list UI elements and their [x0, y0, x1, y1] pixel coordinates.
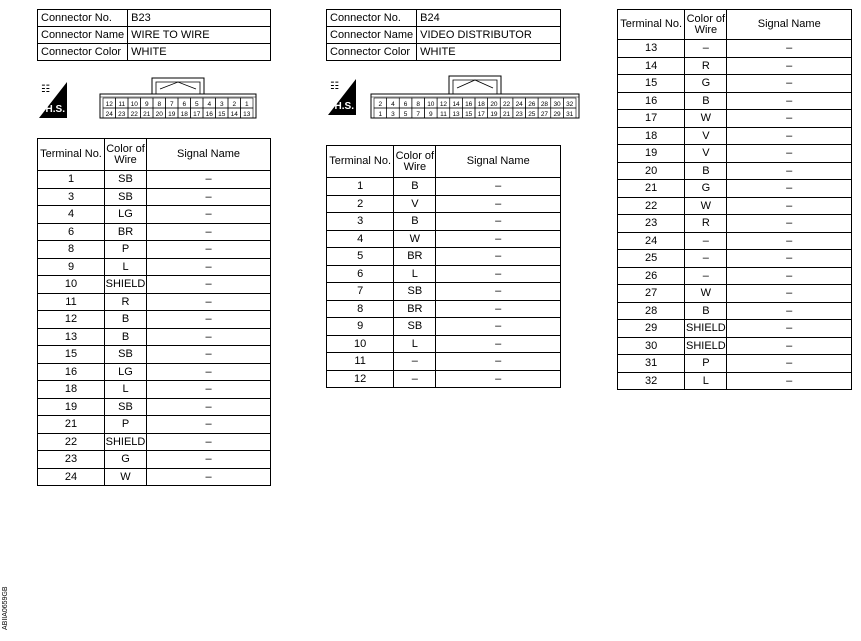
b24-pin-top-label: 26: [528, 101, 536, 108]
b24-pin-bottom-label: 11: [440, 111, 447, 118]
terminal-cell: 31: [618, 355, 685, 373]
b24-terminal-row: [327, 195, 561, 213]
b24-pin-top-label: 8: [416, 101, 420, 108]
terminal-cell: 7: [327, 283, 394, 301]
b23-connector-name-value: WIRE TO WIRE: [128, 27, 271, 44]
terminal-cell: 4: [327, 230, 394, 248]
b23-pin-top-label: 12: [105, 101, 113, 108]
wire-color-cell: B: [394, 178, 436, 196]
signal-name-cell: –: [727, 337, 852, 355]
b24-cont-terminal-row: [618, 337, 852, 355]
terminal-cell: 11: [327, 353, 394, 371]
b23-terminal-row: [38, 451, 271, 469]
b24-terminal-row: [327, 265, 561, 283]
terminal-cell: 19: [38, 398, 105, 416]
wire-color-cell: –: [394, 370, 436, 388]
b24-connector-color-value: WHITE: [417, 44, 561, 61]
wire-color-cell: W: [685, 110, 727, 128]
b23-terminal-row: [38, 241, 271, 259]
b23-header-signal: Signal Name: [147, 139, 271, 171]
b24-pin-top-label: 2: [378, 101, 383, 108]
b24-terminal-row: [327, 335, 561, 353]
terminal-cell: 21: [618, 180, 685, 198]
wire-color-cell: –: [685, 40, 727, 58]
signal-name-cell: –: [436, 335, 561, 353]
signal-name-cell: –: [147, 328, 271, 346]
b23-hs-label: H.S.: [45, 104, 65, 115]
wire-color-cell: BR: [394, 248, 436, 266]
terminal-cell: 10: [38, 276, 105, 294]
signal-name-cell: –: [436, 370, 561, 388]
b24-header-terminal: Terminal No.: [327, 146, 394, 178]
signal-name-cell: –: [436, 195, 561, 213]
b23-connector-diagram: [98, 76, 258, 120]
b23-info-table: [37, 9, 271, 61]
signal-name-cell: –: [147, 311, 271, 329]
b24-pin-bottom-label: 15: [465, 111, 473, 118]
b24-hs-label: H.S.: [334, 101, 354, 112]
wire-color-cell: SB: [105, 346, 147, 364]
terminal-cell: 4: [38, 206, 105, 224]
wire-color-cell: W: [394, 230, 436, 248]
wire-color-cell: SHIELD: [685, 337, 727, 355]
b23-terminal-row: [38, 276, 271, 294]
b24-pin-top-label: 10: [427, 101, 435, 108]
b23-pin-bottom-label: 23: [118, 111, 126, 118]
wire-color-cell: B: [685, 162, 727, 180]
wire-color-cell: SB: [105, 398, 147, 416]
wire-color-cell: –: [685, 250, 727, 268]
b24-pin-bottom-label: 19: [490, 111, 498, 118]
terminal-cell: 29: [618, 320, 685, 338]
terminal-cell: 8: [38, 241, 105, 259]
b23-terminal-row: [38, 381, 271, 399]
terminal-cell: 1: [38, 171, 105, 189]
wire-color-cell: R: [685, 215, 727, 233]
terminal-cell: 25: [618, 250, 685, 268]
terminal-cell: 6: [38, 223, 105, 241]
wire-color-cell: R: [105, 293, 147, 311]
wire-color-cell: B: [105, 311, 147, 329]
b24-cont-terminal-row: [618, 355, 852, 373]
wire-color-cell: P: [105, 241, 147, 259]
b24-cont-terminal-row: [618, 127, 852, 145]
terminal-cell: 1: [327, 178, 394, 196]
b24-cont-terminal-row: [618, 92, 852, 110]
b23-pin-bottom-label: 21: [143, 111, 151, 118]
signal-name-cell: –: [727, 40, 852, 58]
b24-connector-color-label: Connector Color: [327, 44, 417, 61]
signal-name-cell: –: [436, 353, 561, 371]
signal-name-cell: –: [147, 433, 271, 451]
signal-name-cell: –: [727, 355, 852, 373]
signal-name-cell: –: [436, 283, 561, 301]
terminal-cell: 21: [38, 416, 105, 434]
signal-name-cell: –: [147, 171, 271, 189]
b24-cont-terminal-row: [618, 145, 852, 163]
signal-name-cell: –: [147, 416, 271, 434]
signal-name-cell: –: [727, 320, 852, 338]
terminal-cell: 5: [327, 248, 394, 266]
b23-pin-bottom-label: 19: [168, 111, 176, 118]
signal-name-cell: –: [147, 346, 271, 364]
b23-header-terminal: Terminal No.: [38, 139, 105, 171]
b23-terminal-row: [38, 171, 271, 189]
terminal-cell: 22: [38, 433, 105, 451]
b23-pin-bottom-label: 15: [218, 111, 226, 118]
b24-pin-top-label: 4: [391, 101, 395, 108]
signal-name-cell: –: [147, 363, 271, 381]
signal-name-cell: –: [147, 223, 271, 241]
wire-color-cell: SHIELD: [685, 320, 727, 338]
b24-pin-bottom-label: 25: [528, 111, 536, 118]
signal-name-cell: –: [727, 162, 852, 180]
b23-pin-bottom-label: 17: [193, 111, 201, 118]
b24-terminal-row: [327, 300, 561, 318]
b24-connector-name-value: VIDEO DISTRIBUTOR: [417, 27, 561, 44]
signal-name-cell: –: [727, 232, 852, 250]
b24-pin-bottom-label: 29: [553, 111, 561, 118]
wire-color-cell: L: [685, 372, 727, 390]
terminal-cell: 32: [618, 372, 685, 390]
b24-pin-top-label: 20: [490, 101, 498, 108]
wire-color-cell: B: [105, 328, 147, 346]
terminal-cell: 23: [618, 215, 685, 233]
b24-pin-bottom-label: 5: [403, 111, 408, 118]
terminal-cell: 13: [38, 328, 105, 346]
b23-connector-color-label: Connector Color: [38, 44, 128, 61]
b24-pin-bottom-label: 3: [391, 111, 395, 118]
b23-terminal-row: [38, 468, 271, 486]
b24-cont-header-color: Color of Wire: [685, 10, 727, 40]
wire-color-cell: BR: [105, 223, 147, 241]
b24-pin-bottom-label: 27: [540, 111, 549, 118]
terminal-cell: 9: [327, 318, 394, 336]
signal-name-cell: –: [727, 267, 852, 285]
signal-name-cell: –: [147, 276, 271, 294]
b23-terminal-row: [38, 398, 271, 416]
b24-terminal-table: [326, 145, 561, 388]
signal-name-cell: –: [147, 188, 271, 206]
figure-id: ABIIA0659GB: [2, 586, 9, 630]
wire-color-cell: L: [394, 335, 436, 353]
terminal-cell: 16: [618, 92, 685, 110]
wire-color-cell: LG: [105, 363, 147, 381]
terminal-cell: 14: [618, 57, 685, 75]
b24-terminal-row: [327, 370, 561, 388]
b23-terminal-row: [38, 206, 271, 224]
signal-name-cell: –: [727, 285, 852, 303]
terminal-cell: 13: [618, 40, 685, 58]
terminal-cell: 15: [38, 346, 105, 364]
b24-terminal-row: [327, 213, 561, 231]
b24-pin-top-label: 12: [439, 101, 448, 108]
signal-name-cell: –: [727, 302, 852, 320]
b24-connector-diagram: [369, 74, 581, 120]
terminal-cell: 12: [38, 311, 105, 329]
wire-color-cell: SB: [394, 318, 436, 336]
b23-terminal-row: [38, 346, 271, 364]
signal-name-cell: –: [436, 300, 561, 318]
b24-pin-top-label: 16: [465, 101, 473, 108]
b23-pin-top-label: 5: [194, 101, 199, 108]
wire-color-cell: SHIELD: [105, 433, 147, 451]
b24-cont-terminal-row: [618, 40, 852, 58]
b24-pin-top-label: 18: [477, 101, 485, 108]
b23-connector-no-value: B23: [128, 10, 271, 27]
terminal-cell: 20: [618, 162, 685, 180]
signal-name-cell: –: [436, 213, 561, 231]
signal-name-cell: –: [147, 451, 271, 469]
b23-terminal-row: [38, 433, 271, 451]
terminal-cell: 3: [327, 213, 394, 231]
b23-pin-top-label: 2: [232, 101, 237, 108]
b23-terminal-row: [38, 188, 271, 206]
b23-pin-bottom-label: 16: [205, 111, 213, 118]
signal-name-cell: –: [727, 215, 852, 233]
wire-color-cell: G: [105, 451, 147, 469]
b23-connector-color-value: WHITE: [128, 44, 271, 61]
b24-terminal-row: [327, 230, 561, 248]
b23-pin-bottom-label: 14: [230, 111, 238, 118]
b23-pin-bottom-label: 20: [155, 111, 163, 118]
b23-pin-bottom-label: 24: [105, 111, 113, 118]
b23-pin-bottom-label: 18: [180, 111, 188, 118]
b24-connector-no-label: Connector No.: [327, 10, 417, 27]
signal-name-cell: –: [727, 372, 852, 390]
b24-terminal-row: [327, 178, 561, 196]
b23-pin-top-label: 11: [118, 101, 126, 108]
b24-cont-header-signal: Signal Name: [727, 10, 852, 40]
b24-cont-terminal-row: [618, 215, 852, 233]
wire-color-cell: SHIELD: [105, 276, 147, 294]
b24-pin-bottom-label: 23: [515, 111, 523, 118]
b24-pin-top-label: 6: [403, 101, 408, 108]
b23-pin-top-label: 4: [207, 101, 212, 108]
terminal-cell: 24: [38, 468, 105, 486]
b24-pin-bottom-label: 7: [416, 111, 420, 118]
wire-color-cell: W: [685, 197, 727, 215]
wire-color-cell: V: [394, 195, 436, 213]
terminal-cell: 3: [38, 188, 105, 206]
terminal-cell: 23: [38, 451, 105, 469]
wire-color-cell: V: [685, 127, 727, 145]
signal-name-cell: –: [436, 178, 561, 196]
terminal-cell: 9: [38, 258, 105, 276]
wire-color-cell: W: [685, 285, 727, 303]
b23-header-color: Color of Wire: [105, 139, 147, 171]
wire-color-cell: BR: [394, 300, 436, 318]
b24-cont-terminal-row: [618, 267, 852, 285]
b24-cont-terminal-row: [618, 110, 852, 128]
terminal-cell: 8: [327, 300, 394, 318]
b24-pin-bottom-label: 17: [477, 111, 485, 118]
signal-name-cell: –: [147, 293, 271, 311]
terminal-cell: 10: [327, 335, 394, 353]
b24-header-signal: Signal Name: [436, 146, 561, 178]
terminal-cell: 17: [618, 110, 685, 128]
signal-name-cell: –: [727, 57, 852, 75]
terminal-cell: 2: [327, 195, 394, 213]
b24-cont-terminal-row: [618, 285, 852, 303]
wire-color-cell: G: [685, 75, 727, 93]
b23-connector-no-label: Connector No.: [38, 10, 128, 27]
b24-connector-no-value: B24: [417, 10, 561, 27]
b23-harness-side-icon: ☷ H.S.: [39, 82, 67, 118]
wire-color-cell: V: [685, 145, 727, 163]
b23-terminal-row: [38, 223, 271, 241]
terminal-cell: 27: [618, 285, 685, 303]
signal-name-cell: –: [436, 230, 561, 248]
b24-pin-bottom-label: 13: [452, 111, 460, 118]
b23-pin-top-label: 3: [219, 101, 224, 108]
b23-terminal-row: [38, 258, 271, 276]
signal-name-cell: –: [727, 75, 852, 93]
b24-pin-bottom-label: 1: [378, 111, 383, 118]
signal-name-cell: –: [727, 250, 852, 268]
terminal-cell: 15: [618, 75, 685, 93]
signal-name-cell: –: [147, 398, 271, 416]
b23-terminal-row: [38, 328, 271, 346]
signal-name-cell: –: [727, 92, 852, 110]
b24-terminal-row: [327, 318, 561, 336]
b23-pin-bottom-label: 22: [130, 111, 138, 118]
b23-pin-top-label: 8: [157, 101, 162, 108]
b24-pin-top-label: 14: [452, 101, 460, 108]
signal-name-cell: –: [727, 127, 852, 145]
wire-color-cell: B: [685, 302, 727, 320]
terminal-cell: 12: [327, 370, 394, 388]
b24-connector-name-label: Connector Name: [327, 27, 417, 44]
b24-cont-terminal-row: [618, 75, 852, 93]
wire-color-cell: B: [685, 92, 727, 110]
b23-terminal-row: [38, 293, 271, 311]
b24-pin-bottom-label: 31: [566, 111, 574, 118]
signal-name-cell: –: [727, 110, 852, 128]
b24-cont-terminal-row: [618, 320, 852, 338]
wire-color-cell: P: [685, 355, 727, 373]
b23-connector-name-label: Connector Name: [38, 27, 128, 44]
b24-pin-top-label: 28: [540, 101, 549, 108]
signal-name-cell: –: [727, 145, 852, 163]
b24-terminal-table-continued: [617, 9, 852, 390]
b23-terminal-row: [38, 363, 271, 381]
signal-name-cell: –: [436, 265, 561, 283]
b24-terminal-row: [327, 248, 561, 266]
b24-terminal-row: [327, 353, 561, 371]
terminal-cell: 6: [327, 265, 394, 283]
b24-pin-bottom-label: 9: [429, 111, 433, 118]
b24-pin-bottom-label: 21: [502, 111, 511, 118]
b23-pin-bottom-label: 13: [243, 111, 251, 118]
b23-pin-top-label: 7: [169, 101, 174, 108]
b24-cont-header-terminal: Terminal No.: [618, 10, 685, 40]
terminal-cell: 11: [38, 293, 105, 311]
wire-color-cell: W: [105, 468, 147, 486]
wire-color-cell: L: [394, 265, 436, 283]
signal-name-cell: –: [147, 258, 271, 276]
b24-cont-terminal-row: [618, 180, 852, 198]
terminal-cell: 18: [38, 381, 105, 399]
terminal-cell: 24: [618, 232, 685, 250]
b23-terminal-row: [38, 311, 271, 329]
wire-color-cell: SB: [105, 171, 147, 189]
wire-color-cell: –: [685, 267, 727, 285]
terminal-cell: 22: [618, 197, 685, 215]
wire-color-cell: –: [685, 232, 727, 250]
b24-pin-top-label: 24: [515, 101, 523, 108]
wire-color-cell: B: [394, 213, 436, 231]
b24-terminal-row: [327, 283, 561, 301]
terminal-cell: 28: [618, 302, 685, 320]
b23-pin-top-label: 6: [182, 101, 187, 108]
b23-terminal-table: [37, 138, 271, 486]
b24-pin-top-label: 22: [502, 101, 511, 108]
wire-color-cell: R: [685, 57, 727, 75]
wire-color-cell: SB: [394, 283, 436, 301]
b24-cont-terminal-row: [618, 372, 852, 390]
b24-pin-top-label: 32: [566, 101, 574, 108]
signal-name-cell: –: [147, 381, 271, 399]
wire-color-cell: LG: [105, 206, 147, 224]
terminal-cell: 19: [618, 145, 685, 163]
b24-pin-top-label: 30: [553, 101, 561, 108]
b24-info-table: [326, 9, 561, 61]
b24-harness-side-icon: ☷ H.S.: [328, 79, 356, 115]
wire-color-cell: SB: [105, 188, 147, 206]
signal-name-cell: –: [147, 468, 271, 486]
b23-pin-top-label: 10: [130, 101, 138, 108]
terminal-cell: 16: [38, 363, 105, 381]
b24-cont-terminal-row: [618, 302, 852, 320]
b24-cont-terminal-row: [618, 250, 852, 268]
b24-cont-terminal-row: [618, 197, 852, 215]
b23-pin-top-label: 9: [144, 101, 149, 108]
signal-name-cell: –: [727, 180, 852, 198]
wire-color-cell: L: [105, 381, 147, 399]
wire-color-cell: –: [394, 353, 436, 371]
wire-color-cell: L: [105, 258, 147, 276]
signal-name-cell: –: [727, 197, 852, 215]
terminal-cell: 18: [618, 127, 685, 145]
b23-terminal-row: [38, 416, 271, 434]
b24-header-color: Color of Wire: [394, 146, 436, 178]
signal-name-cell: –: [436, 248, 561, 266]
wire-color-cell: P: [105, 416, 147, 434]
terminal-cell: 26: [618, 267, 685, 285]
b24-cont-terminal-row: [618, 232, 852, 250]
b23-pin-top-label: 1: [244, 101, 249, 108]
signal-name-cell: –: [436, 318, 561, 336]
signal-name-cell: –: [147, 241, 271, 259]
b24-cont-terminal-row: [618, 57, 852, 75]
wire-color-cell: G: [685, 180, 727, 198]
signal-name-cell: –: [147, 206, 271, 224]
terminal-cell: 30: [618, 337, 685, 355]
b24-cont-terminal-row: [618, 162, 852, 180]
